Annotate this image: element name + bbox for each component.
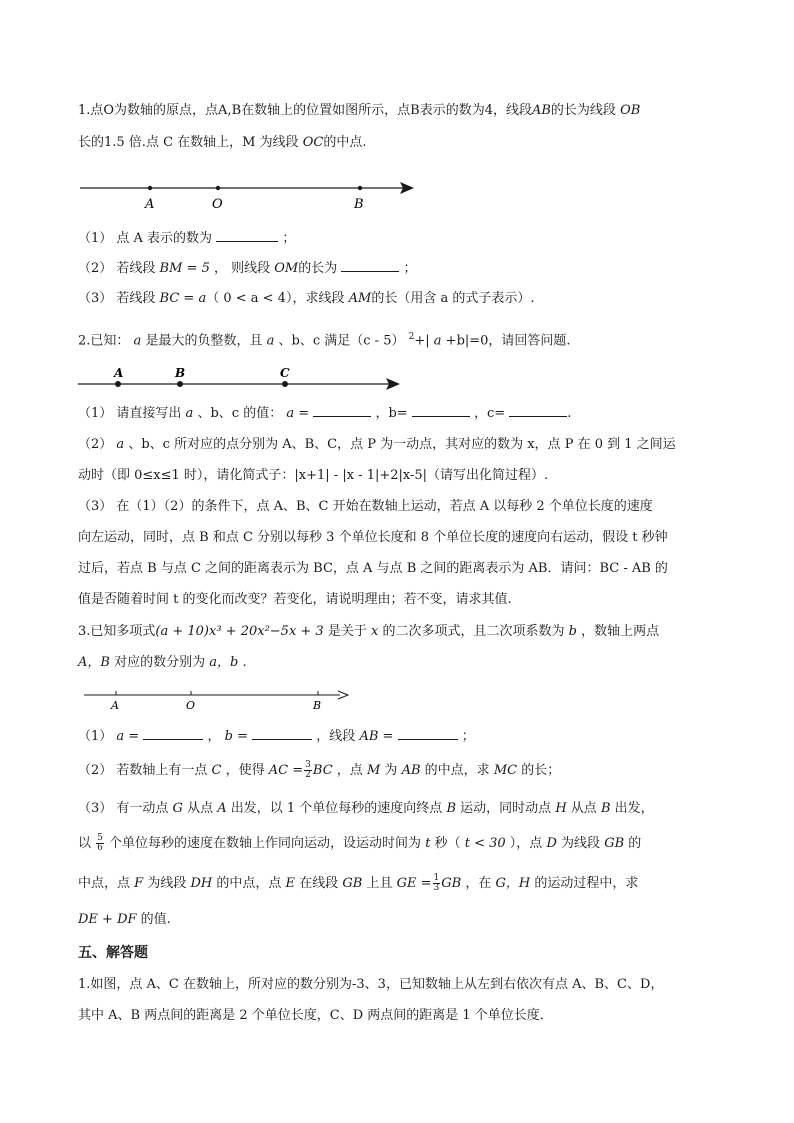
point-o [216,186,220,190]
q3-number-line [80,688,360,714]
answer-blank[interactable] [509,404,567,417]
answer-blank[interactable] [313,404,371,417]
s5-line-1: 1.如图，点 A、C 在数轴上，所对应的数分别为-3、3，已知数轴上从左到右依次有点 A、B、C、D， [78,977,664,992]
q3-part-2: （2） 若数轴上有一点 C ，使得 AC = $\frac{3}{2}$ BC ，点 M 为 AB 的中点，求 MC 的长； [78,760,561,780]
label-a: A [111,699,119,712]
label-a: A [145,197,155,212]
q3-part-3a: （3） 有一动点 G 从点 A 出发，以 1 个单位每秒的速度向终点 B 运动，同时动点 H 从点 B 出发， [78,801,654,816]
q3-part-3b: 以 $\frac{5}{6}$ 个单位每秒的速度在数轴上作同向运动，设运动时间为 t 秒（ t < 30 ），点 D 为线段 GB 的 [78,833,642,853]
q1-number-line [78,174,418,214]
point-a [115,381,121,387]
q2-part-2a: （2） a 、b、c 所对应的点分别为 A、B、C，点 P 为一动点，其对应的数为 x，点 P 在 0 到 1 之间运 [78,437,676,452]
q3-line-1: 3.已知多项式(a + 10)x³ + 20x²−5x + 3 是关于 x 的二次多项式，且二次项系数为 b ，数轴上两点 [78,624,660,639]
answer-blank[interactable] [216,229,278,242]
label-o: O [212,197,223,212]
q2-part-1: （1） 请直接写出 a 、b、c 的值： a = ，b= ，c= . [78,406,572,421]
point-c [282,381,288,387]
q3-part-3d: DE + DF 的值. [78,912,171,927]
q1-line-2: 长的1.5 倍.点 C 在数轴上，M 为线段 OC的中点. [78,135,367,150]
q3-line-2: A，B 对应的数分别为 a，b . [78,655,247,670]
answer-blank[interactable] [398,727,458,740]
q2-part-3b: 向左运动，同时，点 B 和点 C 分别以每秒 3 个单位长度和 8 个单位长度的速度向右运动，假设 t 秒钟 [78,530,668,545]
q2-part-3c: 过后，若点 B 与点 C 之间的距离表示为 BC，点 A 与点 B 之间的距离表示为 AB．请问：BC - AB 的 [78,561,668,576]
answer-blank[interactable] [252,727,312,740]
answer-blank[interactable] [341,259,399,272]
point-a [148,186,152,190]
q3-part-3c: 中点，点 F 为线段 DH 的中点，点 E 在线段 GB 上且 GE = $\frac{1}{3}$ GB ，在 G，H 的运动过程中，求 [78,873,639,893]
q2-part-2b: 动时（即 0≤x≤1 时），请化简式子：|x+1| - |x - 1|+2|x-5|（请写出化简过程）. [78,468,549,483]
q2-number-line [78,362,408,396]
label-a: A [114,366,124,380]
q2-part-3a: （3） 在（1）（2）的条件下，点 A、B、C 开始在数轴上运动，若点 A 以每秒 2 个单位长度的速度 [78,499,653,514]
fraction: $\frac{3}{2}$ [305,760,311,780]
label-b: B [354,197,364,212]
point-b [177,381,183,387]
fraction: $\frac{5}{6}$ [97,833,103,853]
answer-blank[interactable] [143,727,203,740]
q1-line-1: 1.点O为数轴的原点，点A,B在数轴上的位置如图所示，点B表示的数为4，线段AB的长为线段 OB [78,103,641,118]
q2-line-1: 2.已知： a 是最大的负整数，且 a 、b、c 满足（c - 5） $^2$+| a +b|=0，请回答问题. [78,332,571,349]
section-heading: 五、解答题 [78,945,148,961]
label-o: O [186,699,196,712]
answer-blank[interactable] [412,404,470,417]
point-b [358,186,362,190]
label-b: B [175,366,186,380]
q1-part-1: （1） 点 A 表示的数为 ； [78,231,296,246]
label-c: C [280,366,290,380]
q2-part-3d: 值是否随着时间 t 的变化而改变？若变化，请说明理由；若不变，请求其值. [78,592,512,607]
q3-part-1: （1） a = ， b = ，线段 AB = ； [78,729,475,744]
q1-part-3: （3） 若线段 BC = a（ 0 < a < 4），求线段 AM的长（用含 a 的式子表示）. [78,291,535,306]
fraction: $\frac{1}{3}$ [433,873,440,893]
label-b: B [313,699,322,712]
q1-part-2: （2） 若线段 BM = 5 ， 则线段 OM的长为 ； [78,261,417,276]
s5-line-2: 其中 A、B 两点间的距离是 2 个单位长度，C、D 两点间的距离是 1 个单位长度． [78,1008,553,1023]
